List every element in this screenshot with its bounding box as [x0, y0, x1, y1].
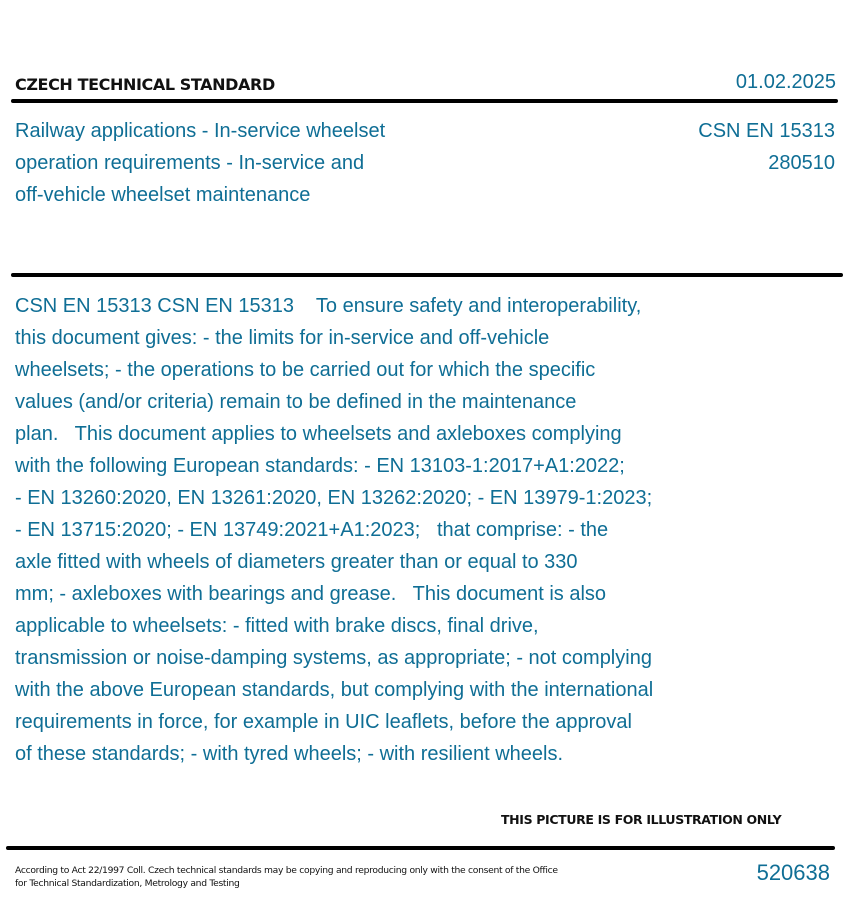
legal-notice-line: for Technical Standardization, Metrology and Testing — [15, 878, 240, 889]
abstract-line: requirements in force, for example in UIC leaflets, before the approval — [15, 711, 632, 733]
document-title-line: off-vehicle wheelset maintenance — [15, 184, 311, 206]
abstract-line: wheelsets; - the operations to be carried out for which the specific — [15, 359, 596, 381]
abstract-line: - EN 13715:2020; - EN 13749:2021+A1:2023; that comprise: - the — [15, 519, 609, 541]
header-divider — [11, 99, 838, 103]
abstract-line: - EN 13260:2020, EN 13261:2020, EN 13262:2020; - EN 13979-1:2023; — [15, 487, 653, 509]
abstract-line: transmission or noise-damping systems, as appropriate; - not complying — [15, 647, 652, 669]
catalog-code: 520638 — [756, 860, 830, 885]
legal-notice — [15, 864, 595, 890]
abstract-line: mm; - axleboxes with bearings and grease. This document is also — [15, 583, 607, 605]
publication-date: 01.02.2025 — [735, 71, 836, 93]
abstract-text — [15, 290, 715, 770]
standard-identifiers — [698, 115, 835, 179]
legal-notice-line: According to Act 22/1997 Coll. Czech technical standards may be copying and reproducing only with the consent of the Office — [15, 865, 558, 876]
abstract-line: values (and/or criteria) remain to be defined in the maintenance — [15, 391, 577, 413]
document-title — [15, 115, 455, 211]
abstract-line: of these standards; - with tyred wheels; - with resilient wheels. — [15, 743, 564, 765]
abstract-line: with the following European standards: - EN 13103-1:2017+A1:2022; — [15, 455, 625, 477]
document-title-line: operation requirements - In-service and — [15, 152, 365, 174]
footer-divider — [6, 846, 835, 850]
illustration-notice: THIS PICTURE IS FOR ILLUSTRATION ONLY — [501, 812, 782, 827]
abstract-line: with the above European standards, but complying with the international — [15, 679, 654, 701]
abstract-line: this document gives: - the limits for in-service and off-vehicle — [15, 327, 550, 349]
document-title-line: Railway applications - In-service wheelset — [15, 120, 386, 142]
standard-number: CSN EN 15313 — [698, 120, 835, 142]
title-divider — [11, 273, 843, 277]
abstract-line: CSN EN 15313 CSN EN 15313 To ensure safety and interoperability, — [15, 295, 642, 317]
abstract-line: axle fitted with wheels of diameters greater than or equal to 330 — [15, 551, 578, 573]
standard-type-heading: CZECH TECHNICAL STANDARD — [15, 75, 275, 94]
abstract-line: plan. This document applies to wheelsets and axleboxes complying — [15, 423, 622, 445]
abstract-line: applicable to wheelsets: - fitted with brake discs, final drive, — [15, 615, 539, 637]
classification-code: 280510 — [768, 152, 835, 174]
